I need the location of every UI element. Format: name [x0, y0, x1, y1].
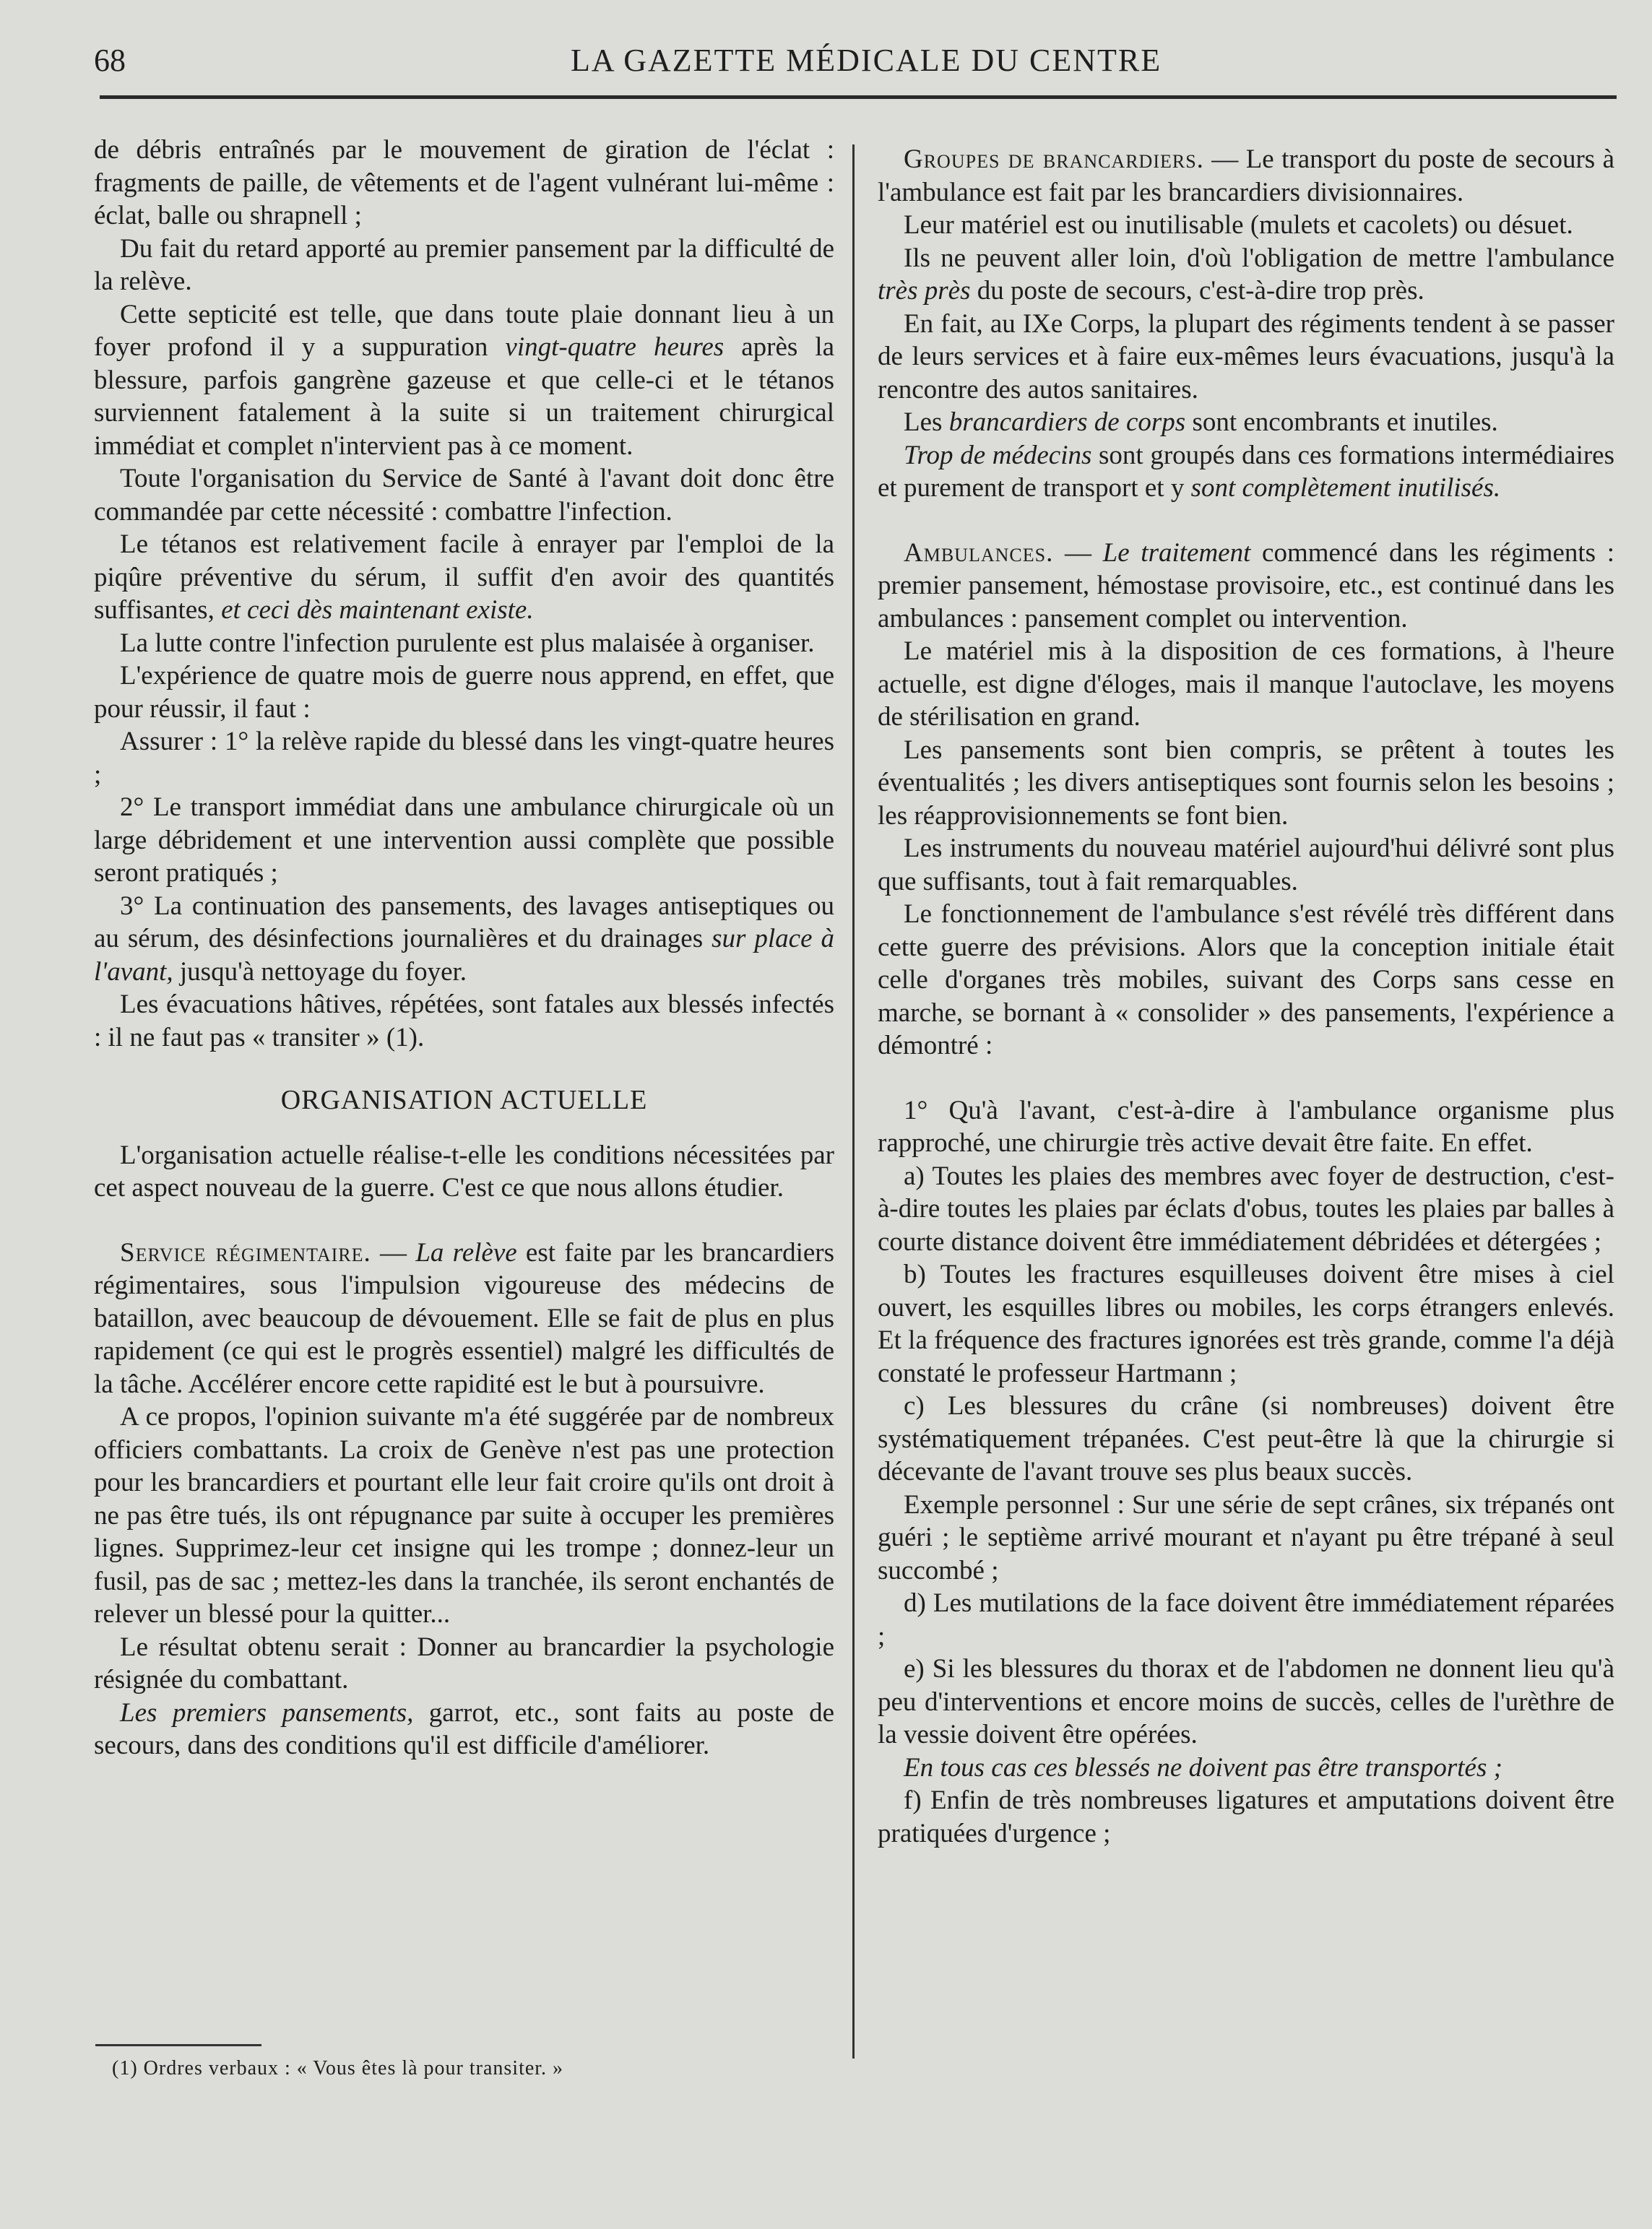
journal-title: LA GAZETTE MÉDICALE DU CENTRE	[571, 43, 1162, 78]
paragraph: L'organisation actuelle réalise-t-elle les conditions nécessitées par cet aspect nouveau de la guerre. C'est ce que nous allons étudier.	[94, 1140, 834, 1203]
header-rule	[100, 95, 1617, 99]
paragraph: e) Si les blessures du thorax et de l'abdomen ne donnent lieu qu'à peu d'interventions et encore moins de succès, celles de l'urèthre de la vessie doivent être opérées.	[878, 1654, 1614, 1749]
paragraph: Cette septicité est telle, que dans toute plaie donnant lieu à un foyer profond il y a suppuration vingt-quatre heures après la blessure, parfois gangrène gazeuse et que celle-ci et le tétanos surviennent fatalement à la suite si un traitement chirurgical immédiat et complet n'intervient pas à ce moment.	[94, 299, 834, 461]
paragraph: 1° Qu'à l'avant, c'est-à-dire à l'ambulance organisme plus rapproché, une chirurgie très active devait être faite. En effet.	[878, 1095, 1614, 1158]
paragraph: Du fait du retard apporté au premier pansement par la difficulté de la relève.	[94, 233, 834, 296]
paragraph: a) Toutes les plaies des membres avec foyer de destruction, c'est-à-dire toutes les plaies par éclats d'obus, toutes les plaies par balles à courte distance doivent être immédiatement débridées et détergées ;	[878, 1161, 1614, 1257]
paragraph: Exemple personnel : Sur une série de sept crânes, six trépanés ont guéri ; le septième arrivé mourant et n'ayant pu être trépané à seul succombé ;	[878, 1489, 1614, 1585]
paragraph: Ils ne peuvent aller loin, d'où l'obligation de mettre l'ambulance très près du poste de secours, c'est-à-dire trop près.	[878, 243, 1614, 306]
paragraph: Toute l'organisation du Service de Santé à l'avant doit donc être commandée par cette nécessité : combattre l'infection.	[94, 464, 834, 527]
paragraph: Le résultat obtenu serait : Donner au brancardier la psychologie résignée du combattant.	[94, 1632, 834, 1695]
section-heading: ORGANISATION ACTUELLE	[280, 1085, 648, 1115]
paragraph: Les pansements sont bien compris, se prêtent à toutes les éventualités ; les divers antiseptiques sont fournis selon les besoins ; les réapprovisionnements se font bien.	[878, 735, 1614, 831]
right-column	[878, 143, 1614, 1850]
paragraph: Les brancardiers de corps sont encombrants et inutiles.	[904, 407, 1498, 437]
paragraph: Les premiers pansements, garrot, etc., sont faits au poste de secours, dans des conditions qu'il est difficile d'améliorer.	[94, 1697, 835, 1760]
page-number: 68	[94, 43, 126, 78]
paragraph: L'expérience de quatre mois de guerre nous apprend, en effet, que pour réussir, il faut :	[94, 661, 834, 724]
paragraph: Leur matériel est ou inutilisable (mulets et cacolets) ou désuet.	[904, 210, 1573, 240]
paragraph: Les instruments du nouveau matériel aujourd'hui délivré sont plus que suffisants, tout à fait remarquables.	[878, 834, 1614, 896]
paragraph: Le fonctionnement de l'ambulance s'est révélé très différent dans cette guerre des prévisions. Alors que la conception initiale était celle d'organes très mobiles, suivant des Corps sans cesse en marche, se bornant à « consolider » des pansements, l'expérience a démontré :	[878, 899, 1614, 1060]
paragraph: Assurer : 1° la relève rapide du blessé dans les vingt-quatre heures ;	[94, 727, 834, 789]
paragraph: Trop de médecins sont groupés dans ces formations intermédiaires et purement de transport et y sont complètement inutilisés.	[878, 440, 1614, 503]
footnote-rule	[95, 2044, 261, 2046]
paragraph: de débris entraînés par le mouvement de giration de l'éclat : fragments de paille, de vêtements et de l'agent vulnérant lui-même : éclat, balle ou shrapnell ;	[94, 135, 834, 230]
column-divider	[852, 144, 855, 2059]
paragraph: A ce propos, l'opinion suivante m'a été suggérée par de nombreux officiers combattants. La croix de Genève n'est pas une protection pour les brancardiers et pourtant elle leur fait croire qu'ils ont droit à ne pas être tués, ils ont répugnance par suite à occuper les premières lignes. Supprimez-leur cet insigne qui les trompe ; donnez-leur un fusil, pas de sac ; mettez-les dans la tranchée, ils seront enchantés de relever un blessé pour la quitter...	[94, 1402, 834, 1629]
paragraph: 3° La continuation des pansements, des lavages antiseptiques ou au sérum, des désinfections journalières et du drainages sur place à l'avant, jusqu'à nettoyage du foyer.	[94, 891, 834, 987]
left-column	[94, 134, 834, 1762]
paragraph: Service régimentaire. — La relève est faite par les brancardiers régimentaires, sous l'impulsion vigoureuse des médecins de bataillon, avec beaucoup de dévouement. Elle se fait de plus en plus rapidement (ce qui est le progrès essentiel) malgré les difficultés de la tâche. Accélérer encore cette rapidité est le but à poursuivre.	[94, 1237, 834, 1399]
paragraph: Ambulances. — Le traitement commencé dans les régiments : premier pansement, hémostase provisoire, etc., est continué dans les ambulances : pansement complet ou intervention.	[878, 537, 1615, 633]
paragraph: 2° Le transport immédiat dans une ambulance chirurgicale où un large débridement et une intervention aussi complète que possible seront pratiqués ;	[94, 792, 834, 888]
paragraph: f) Enfin de très nombreuses ligatures et amputations doivent être pratiquées d'urgence ;	[878, 1786, 1614, 1848]
paragraph: En tous cas ces blessés ne doivent pas être transportés ;	[904, 1752, 1502, 1783]
paragraph: En fait, au IXe Corps, la plupart des régiments tendent à se passer de leurs services et à faire eux-mêmes leurs évacuations, jusqu'à la rencontre des autos sanitaires.	[878, 308, 1614, 404]
paragraph: b) Toutes les fractures esquilleuses doivent être mises à ciel ouvert, les esquilles libres ou mobiles, les corps étrangers enlevés. Et la fréquence des fractures ignorées est très grande, comme l'a déjà constaté le professeur Hartmann ;	[878, 1260, 1614, 1388]
paragraph: Le tétanos est relativement facile à enrayer par l'emploi de la piqûre préventive du sérum, il suffit d'en avoir des quantités suffisantes, et ceci dès maintenant existe.	[94, 529, 834, 625]
paragraph: Les évacuations hâtives, répétées, sont fatales aux blessés infectés : il ne faut pas « transiter » (1).	[94, 990, 834, 1052]
paragraph: Groupes de brancardiers. — Le transport du poste de secours à l'ambulance est fait par les brancardiers divisionnaires.	[878, 144, 1614, 207]
paragraph: La lutte contre l'infection purulente est plus malaisée à organiser.	[120, 628, 815, 658]
page-header	[94, 42, 1611, 92]
paragraph: c) Les blessures du crâne (si nombreuses) doivent être systématiquement trépanées. C'est peut-être là que la chirurgie si décevante de l'avant trouve ses plus beaux succès.	[878, 1391, 1614, 1486]
paragraph: d) Les mutilations de la face doivent être immédiatement réparées ;	[878, 1588, 1614, 1651]
footnote: (1) Ordres verbaux : « Vous êtes là pour transiter. »	[112, 2057, 564, 2079]
paragraph: Le matériel mis à la disposition de ces formations, à l'heure actuelle, est digne d'éloges, mais il manque l'autoclave, les moyens de stérilisation en grand.	[878, 636, 1614, 732]
